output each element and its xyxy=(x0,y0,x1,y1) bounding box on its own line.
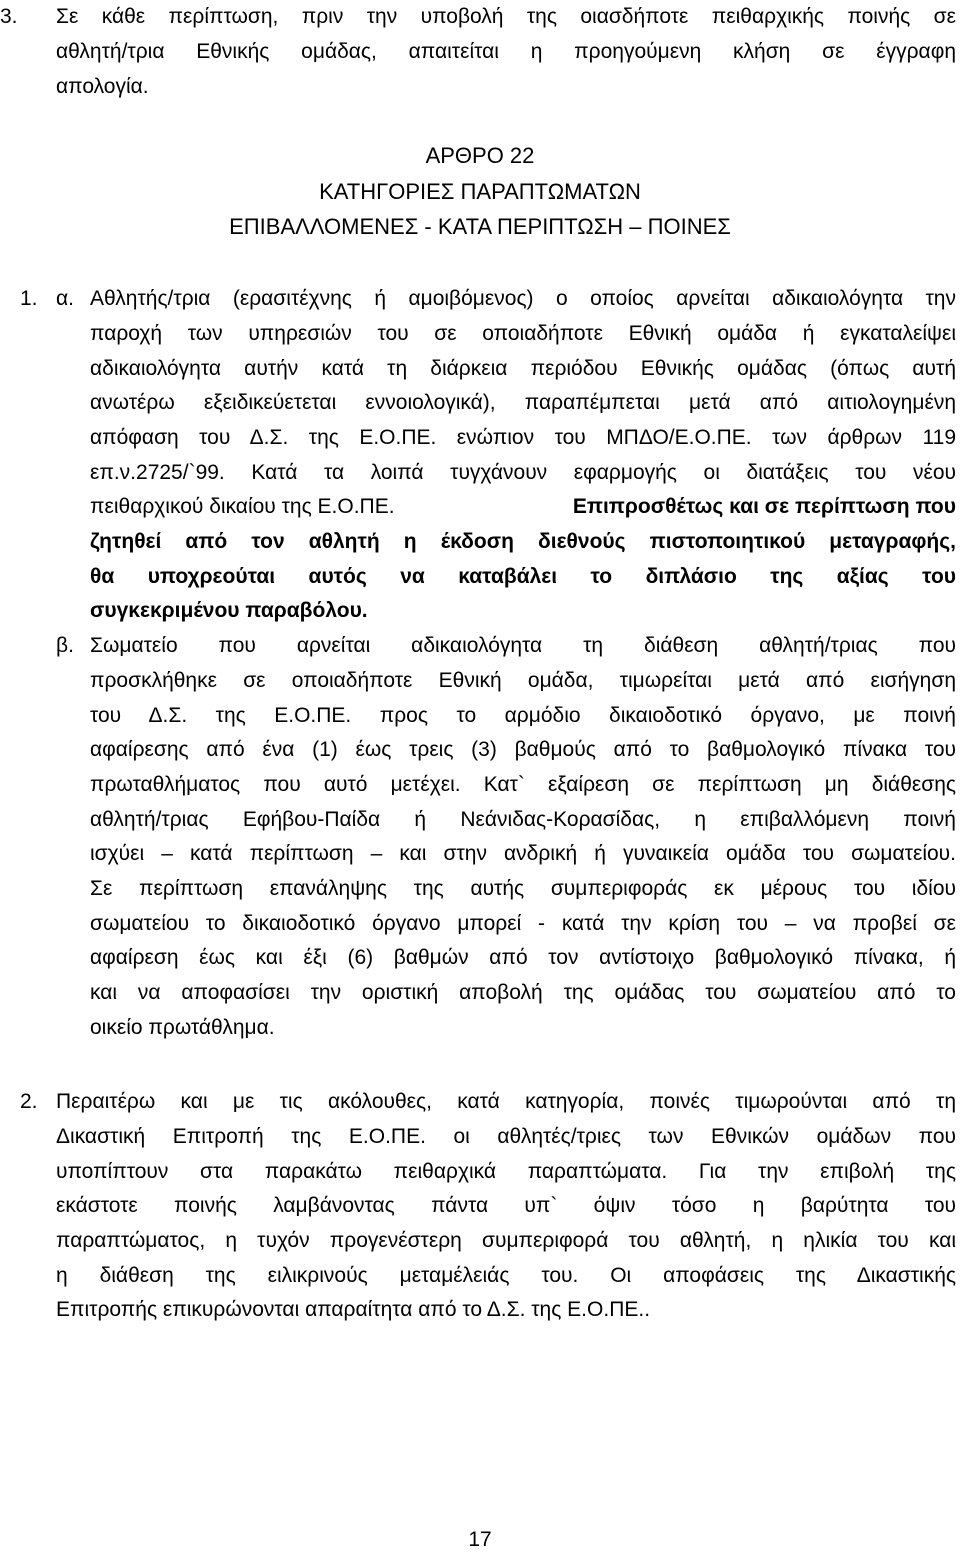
sub-a-line: επ.ν.2725/`99. Κατά τα λοιπά τυγχάνουν εφαρμογής οι διατάξεις του νέου xyxy=(90,461,956,484)
sub-a-line: αδικαιολόγητα αυτήν κατά τη διάρκεια περιόδου Εθνικής ομάδας (όπως αυτή xyxy=(90,357,956,380)
sub-a-marker: α. xyxy=(56,287,74,310)
article-number: ΑΡΘΡΟ 22 xyxy=(425,143,535,168)
sub-b-line: ισχύει – κατά περίπτωση – και στην ανδρική ή γυναικεία ομάδα του σωματείου. xyxy=(90,842,956,865)
sub-b-line: Σωματείο που αρνείται αδικαιολόγητα τη διάθεση αθλητή/τριας που xyxy=(90,634,956,657)
article-title-line: ΕΠΙΒΑΛΛΟΜΕΝΕΣ - ΚΑΤΑ ΠΕΡΙΠΤΩΣΗ – ΠΟΙΝΕΣ xyxy=(229,214,731,239)
item-3-line: αθλητή/τρια Εθνικής ομάδας, απαιτείται η προηγούμενη κλήση σε έγγραφη xyxy=(56,40,956,63)
sub-b-line: σωματείου το δικαιοδοτικό όργανο μπορεί - κατά την κρίση του – να προβεί σε xyxy=(90,912,956,935)
item-2-line: Δικαστική Επιτροπή της Ε.Ο.ΠΕ. οι αθλητές/τριες των Εθνικών ομάδων που xyxy=(56,1125,956,1148)
sub-a-line: ανωτέρω εξειδικεύετεται εννοιολογικά), παραπέμπεται μετά από αιτιολογημένη xyxy=(90,391,956,414)
sub-a-line: απόφαση του Δ.Σ. της Ε.Ο.ΠΕ. ενώπιον του ΜΠΔΟ/Ε.Ο.ΠΕ. των άρθρων 119 xyxy=(90,426,956,449)
page-number: 17 xyxy=(468,1528,492,1551)
item-2-line: εκάστοτε ποινής λαμβάνοντας πάντα υπ` όψιν τόσο η βαρύτητα του xyxy=(56,1194,956,1217)
sub-b-line: και να αποφασίσει την οριστική αποβολή της ομάδας του σωματείου από το xyxy=(90,981,956,1004)
item-2-line: παραπτώματος, η τυχόν προγενέστερη συμπεριφορά του αθλητή, η ηλικία του και xyxy=(56,1229,956,1252)
article-title-line: ΚΑΤΗΓΟΡΙΕΣ ΠΑΡΑΠΤΩΜΑΤΩΝ xyxy=(319,179,641,204)
item-2-line: η διάθεση της ειλικρινούς μεταμέλειάς του. Οι αποφάσεις της Δικαστικής xyxy=(56,1264,956,1287)
item-2-marker: 2. xyxy=(20,1090,38,1113)
sub-a-bold-line: ζητηθεί από τον αθλητή η έκδοση διεθνούς πιστοποιητικού μεταγραφής, xyxy=(90,530,956,553)
sub-a-bold-line: συγκεκριμένου παραβόλου. xyxy=(90,599,368,622)
item-3-marker: 3. xyxy=(0,5,18,28)
item-2-line: Επιτροπής επικυρώνονται απαραίτητα από το Δ.Σ. της Ε.Ο.ΠΕ.. xyxy=(56,1298,651,1321)
sub-b-line: πρωταθλήματος που αυτό μετέχει. Κατ` εξαίρεση σε περίπτωση μη διάθεσης xyxy=(90,773,956,796)
sub-a-bold-text: Επιπροσθέτως και σε περίπτωση που xyxy=(572,495,956,518)
sub-a-bold-line: θα υποχρεούται αυτός να καταβάλει το διπλάσιο της αξίας του xyxy=(90,565,956,588)
item-3-line: Σε κάθε περίπτωση, πριν την υποβολή της οιασδήποτε πειθαρχικής ποινής σε xyxy=(56,5,956,28)
sub-b-line: αθλητή/τριας Εφήβου-Παίδα ή Νεάνιδας-Κορασίδας, η επιβαλλόμενη ποινή xyxy=(90,808,956,831)
sub-a-line: παροχή των υπηρεσιών του σε οποιαδήποτε Εθνική ομάδα ή εγκαταλείψει xyxy=(90,322,956,345)
item-1-marker: 1. xyxy=(20,287,38,310)
sub-b-line: αφαίρεσης από ένα (1) έως τρεις (3) βαθμούς από το βαθμολογικό πίνακα του xyxy=(90,738,956,761)
sub-b-line: οικείο πρωτάθλημα. xyxy=(90,1016,275,1039)
sub-b-line: του Δ.Σ. της Ε.Ο.ΠΕ. προς το αρμόδιο δικαιοδοτικό όργανο, με ποινή xyxy=(90,704,956,727)
item-3-line: απολογία. xyxy=(56,75,149,98)
item-2-line: Περαιτέρω και με τις ακόλουθες, κατά κατηγορία, ποινές τιμωρούνται από τη xyxy=(56,1090,956,1113)
sub-b-line: προσκλήθηκε σε οποιαδήποτε Εθνική ομάδα, τιμωρείται μετά από εισήγηση xyxy=(90,669,956,692)
item-2-line: υποπίπτουν στα παρακάτω πειθαρχικά παραπτώματα. Για την επιβολή της xyxy=(56,1160,956,1183)
sub-b-line: αφαίρεση έως και έξι (6) βαθμών από τον αντίστοιχο βαθμολογικό πίνακα, ή xyxy=(90,946,956,969)
sub-a-mixed-line xyxy=(90,490,956,525)
sub-a-line: Αθλητής/τρια (ερασιτέχνης ή αμοιβόμενος) ο οποίος αρνείται αδικαιολόγητα την xyxy=(90,287,956,310)
sub-b-line: Σε περίπτωση επανάληψης της αυτής συμπεριφοράς εκ μέρους του ιδίου xyxy=(90,877,956,900)
sub-a-normal-text: πειθαρχικού δικαίου της Ε.Ο.ΠΕ. xyxy=(90,495,395,518)
sub-b-marker: β. xyxy=(56,634,74,657)
